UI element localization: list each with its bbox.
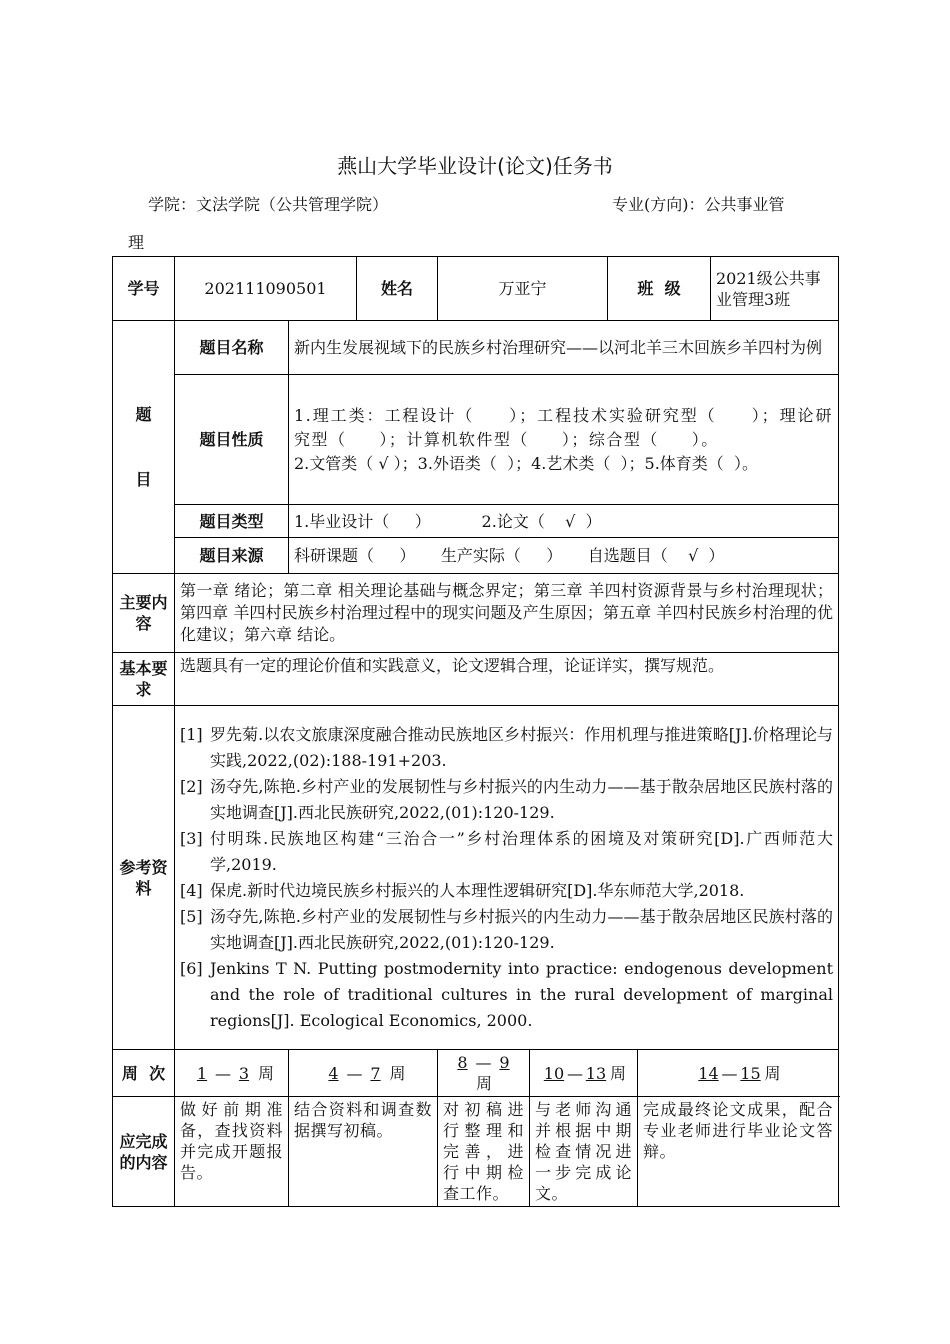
topic-label-char-2: 目 — [135, 470, 152, 489]
major-field: 专业(方向)：公共事业管 — [612, 195, 785, 214]
student-name-label: 姓名 — [357, 257, 438, 321]
task-cell: 完成最终论文成果，配合专业老师进行毕业论文答辩。 — [638, 1097, 839, 1207]
reference-number: [2] — [180, 776, 203, 796]
topic-name-value: 新内生发展视域下的民族乡村治理研究——以河北羊三木回族乡羊四村为例 — [289, 321, 839, 375]
topic-section-label — [113, 321, 175, 574]
week-dash: — — [346, 1063, 363, 1083]
class-value: 2021级公共事业管理3班 — [711, 257, 839, 321]
weeks-label: 周 次 — [113, 1050, 175, 1097]
reference-number: [3] — [180, 828, 203, 848]
week-end: 9 — [499, 1053, 510, 1072]
references-list — [175, 706, 839, 1050]
reference-item — [180, 904, 833, 956]
reference-text: 罗先菊.以农文旅康深度融合推动民族地区乡村振兴：作用机理与推进策略[J].价格理论与实践,2022,(02):188-191+203. — [210, 724, 833, 770]
class-label: 班 级 — [608, 257, 711, 321]
tasks-row — [113, 1097, 839, 1207]
week-end: 7 — [370, 1063, 381, 1083]
nature-engineering-line: 1.理工类：工程设计（ ）；工程技术实验研究型（ ）；理论研究型（ ）；计算机软件型（ ）；综合型（ ）。 — [294, 405, 833, 449]
reference-item — [180, 878, 833, 904]
topic-nature-label: 题目性质 — [175, 375, 289, 505]
topic-source-row — [113, 538, 839, 574]
student-name-value: 万亚宁 — [438, 257, 608, 321]
topic-nature-value — [289, 375, 839, 505]
week-range — [638, 1050, 839, 1097]
topic-name-row — [113, 321, 839, 375]
reference-text: 汤夺先,陈艳.乡村产业的发展韧性与乡村振兴的内生动力——基于散杂居地区民族村落的实地调查[J].西北民族研究,2022,(01):120-129. — [210, 776, 833, 822]
nature-other-line: 2.文管类（ √ ）；3.外语类（ ）；4.艺术类（ ）；5.体育类（ ）。 — [294, 453, 758, 473]
reference-text: 付明珠.民族地区构建“三治合一”乡村治理体系的困境及对策研究[D].广西师范大学,2019. — [210, 828, 833, 874]
reference-number: [5] — [180, 906, 203, 926]
week-unit: 周 — [257, 1063, 274, 1083]
main-content-label: 主要内容 — [113, 574, 175, 653]
week-unit: 周 — [609, 1063, 626, 1083]
week-unit: 周 — [764, 1063, 781, 1083]
week-end: 15 — [740, 1063, 761, 1083]
topic-label-char-1: 题 — [135, 405, 152, 424]
main-content-text: 第一章 绪论；第二章 相关理论基础与概念界定；第三章 羊四村资源背景与乡村治理现状；第四章 羊四村民族乡村治理过程中的现实问题及产生原因；第五章 羊四村民族乡村治理的优化建议；第六章 结论。 — [175, 574, 839, 653]
task-cell: 与老师沟通并根据中期检查情况进一步完成论文。 — [530, 1097, 638, 1207]
student-info-row — [113, 257, 839, 321]
references-row — [113, 706, 839, 1050]
student-id-value: 202111090501 — [175, 257, 357, 321]
week-start: 14 — [698, 1063, 719, 1083]
references-label: 参考资料 — [113, 706, 175, 1050]
reference-item — [180, 722, 833, 774]
reference-item — [180, 774, 833, 826]
week-dash: — — [214, 1063, 231, 1083]
week-range — [530, 1050, 638, 1097]
topic-source-label: 题目来源 — [175, 538, 289, 574]
week-range — [175, 1050, 289, 1097]
week-end: 3 — [238, 1063, 250, 1083]
topic-type-label: 题目类型 — [175, 505, 289, 538]
task-cell: 结合资料和调查数据撰写初稿。 — [289, 1097, 438, 1207]
task-cell: 对初稿进行整理和完善，进行中期检查工作。 — [438, 1097, 530, 1207]
topic-nature-row — [113, 375, 839, 505]
reference-number: [6] — [180, 958, 203, 978]
week-range — [289, 1050, 438, 1097]
week-dash: — — [721, 1063, 738, 1083]
week-start: 10 — [543, 1063, 565, 1083]
task-cell: 做好前期准备，查找资料并完成开题报告。 — [175, 1097, 289, 1207]
week-dash: — — [566, 1063, 583, 1083]
reference-text: Jenkins T N. Putting postmodernity into practice: endogenous development and the role of traditional cultures in the rural development of marginal regions[J]. Ecological Economics, 2000. — [210, 958, 833, 1030]
reference-text: 保虎.新时代边境民族乡村振兴的人本理性逻辑研究[D].华东师范大学,2018. — [210, 880, 745, 900]
topic-type-row — [113, 505, 839, 538]
week-end: 13 — [585, 1063, 607, 1083]
week-unit: 周 — [475, 1074, 492, 1093]
task-table — [112, 256, 839, 1207]
reference-item — [180, 826, 833, 878]
week-start: 8 — [457, 1053, 468, 1072]
reference-number: [1] — [180, 724, 203, 744]
requirements-row — [113, 653, 839, 706]
week-range — [438, 1050, 530, 1097]
topic-source-value: 科研课题（ ） 生产实际（ ） 自选题目（ √ ） — [289, 538, 839, 574]
topic-name-label: 题目名称 — [175, 321, 289, 375]
reference-number: [4] — [180, 880, 203, 900]
student-id-label: 学号 — [113, 257, 175, 321]
weeks-row — [113, 1050, 839, 1097]
requirements-label: 基本要求 — [113, 653, 175, 706]
reference-text: 汤夺先,陈艳.乡村产业的发展韧性与乡村振兴的内生动力——基于散杂居地区民族村落的实地调查[J].西北民族研究,2022,(01):120-129. — [210, 906, 833, 952]
document-title: 燕山大学毕业设计(论文)任务书 — [337, 154, 613, 178]
week-dash: — — [475, 1053, 492, 1072]
week-start: 4 — [328, 1063, 339, 1083]
college-field: 学院：文法学院（公共管理学院） — [148, 195, 389, 214]
requirements-text: 选题具有一定的理论价值和实践意义，论文逻辑合理，论证详实，撰写规范。 — [175, 653, 839, 706]
reference-item — [180, 956, 833, 1034]
major-field-continuation: 理 — [128, 233, 145, 252]
tasks-label: 应完成的内容 — [113, 1097, 175, 1207]
week-unit: 周 — [389, 1063, 406, 1083]
main-content-row — [113, 574, 839, 653]
topic-type-value: 1.毕业设计（ ） 2.论文（ √ ） — [289, 505, 839, 538]
week-start: 1 — [196, 1063, 208, 1083]
